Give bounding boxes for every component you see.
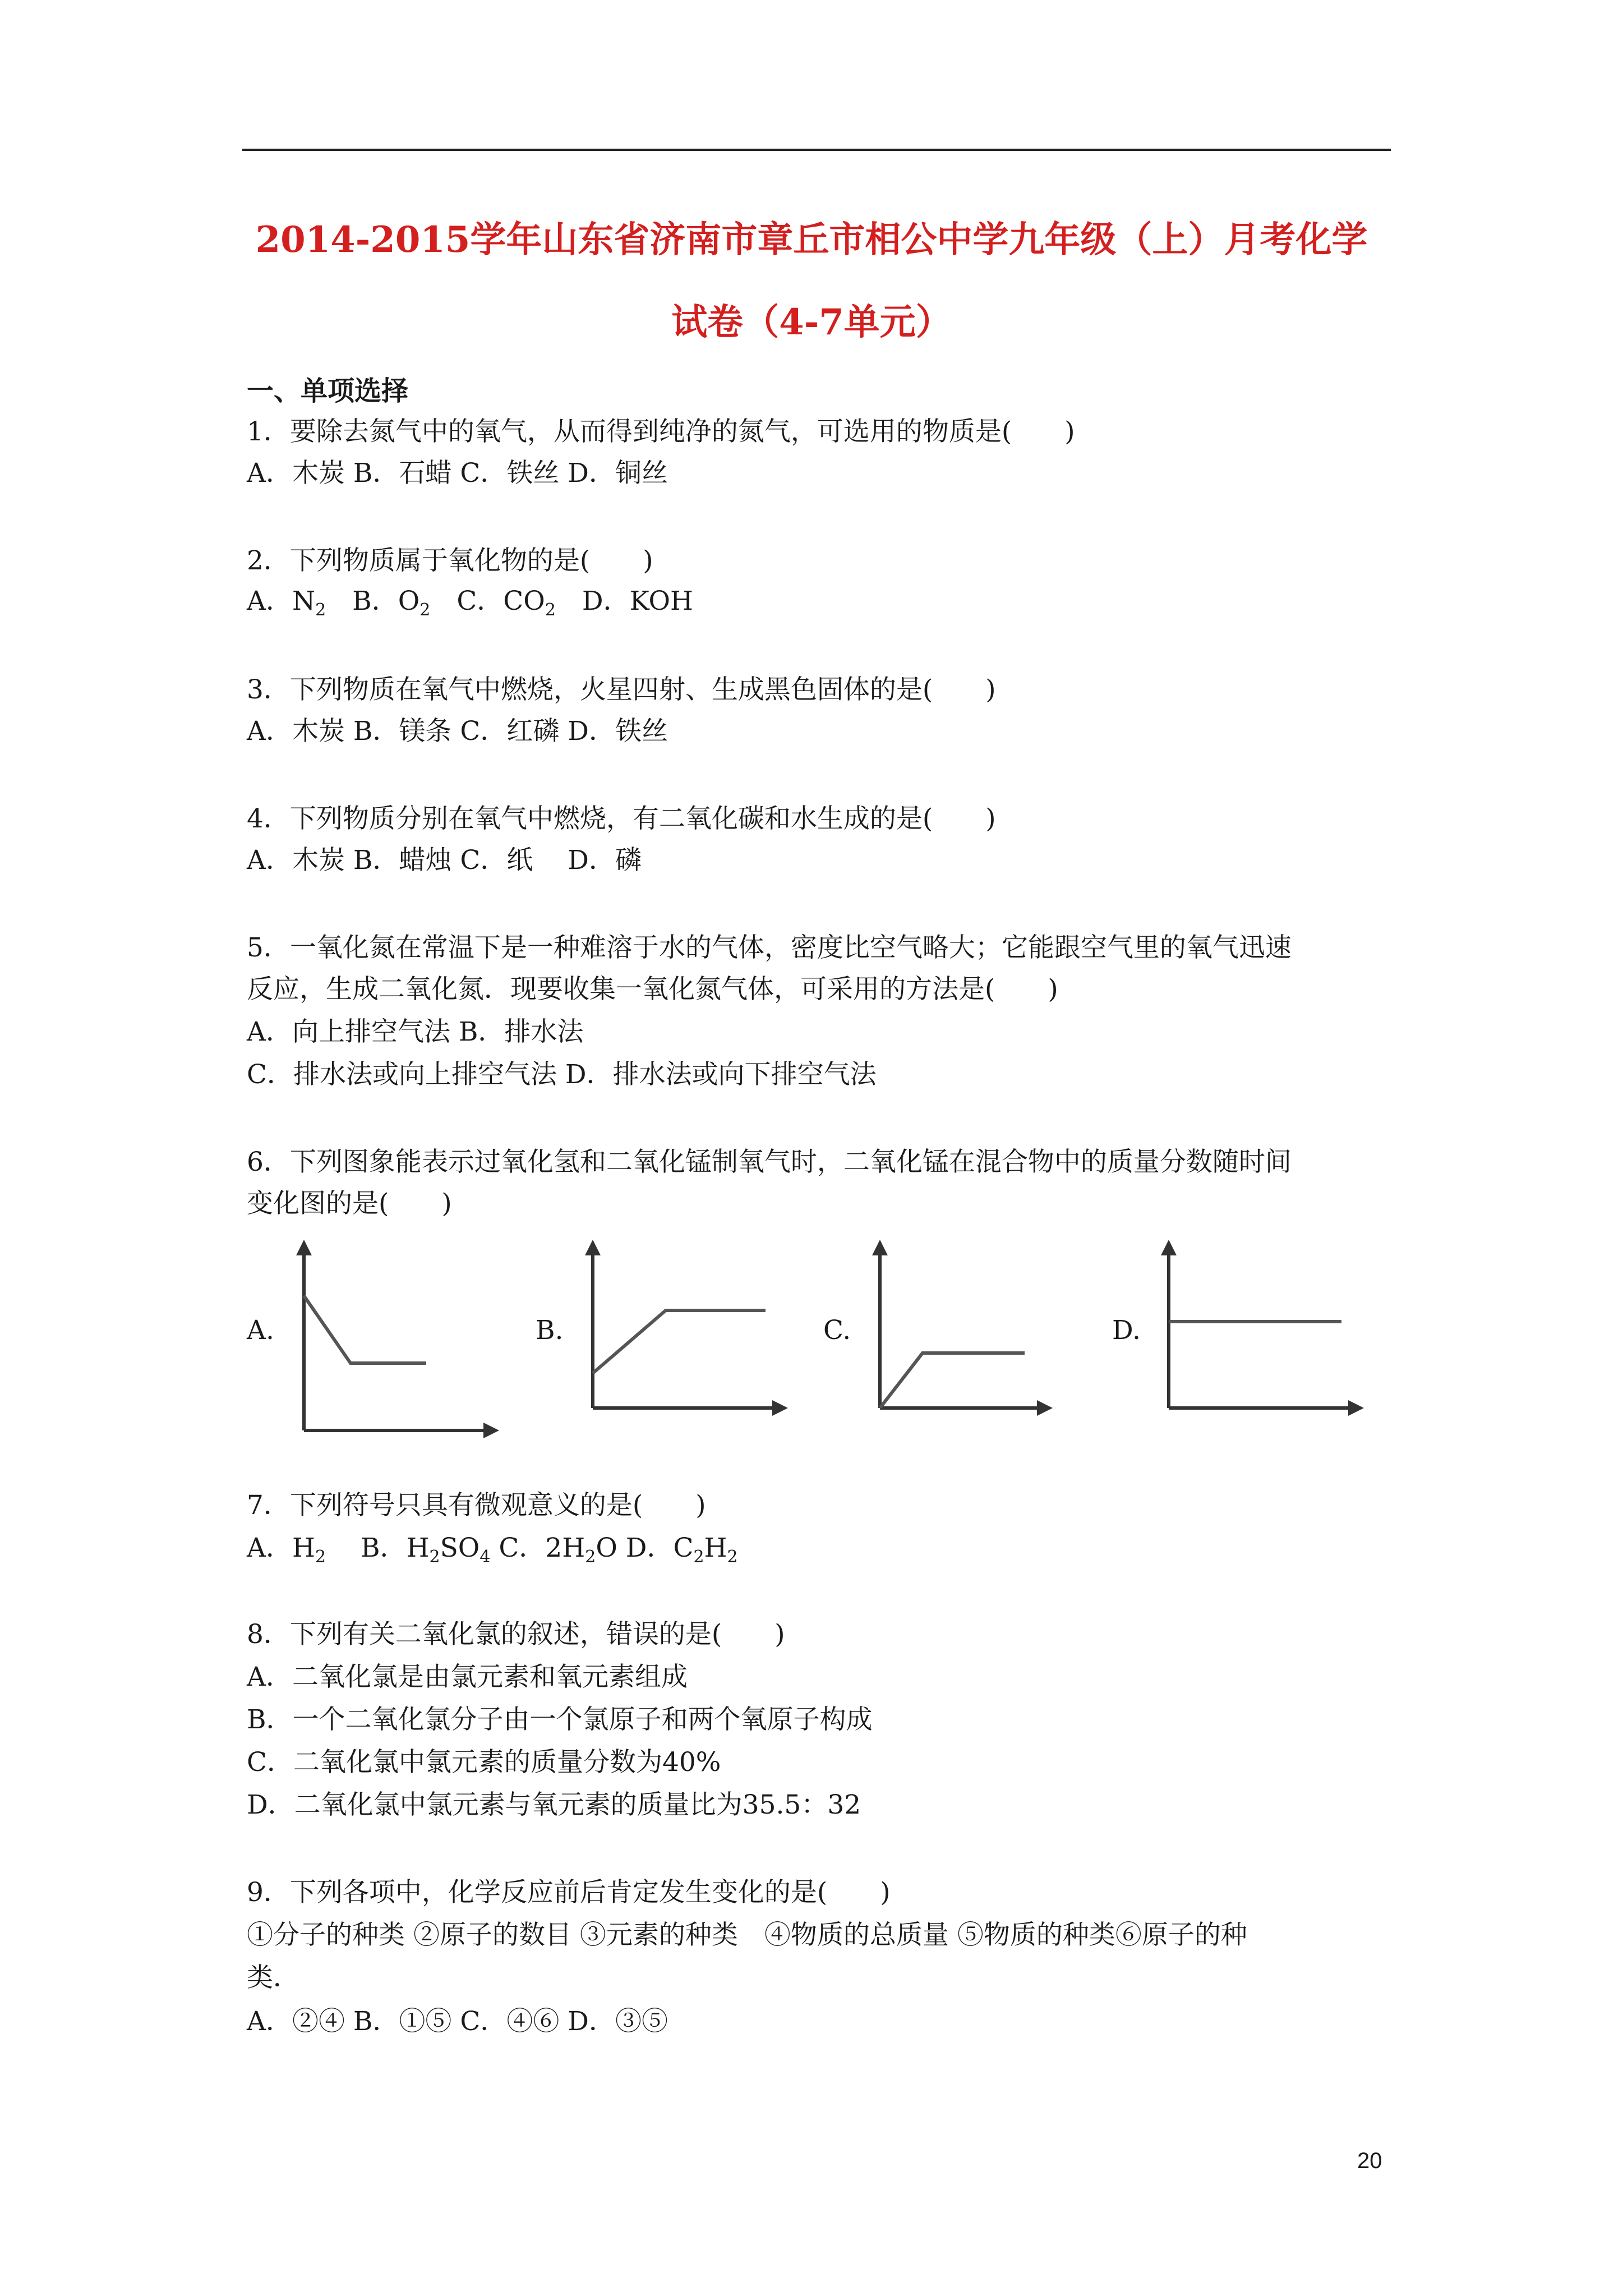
q5-option-ab: A．向上排空气法 B．排水法 [247, 1016, 584, 1047]
graph-c-label: C. [823, 1315, 851, 1346]
q9-items-line1: ①分子的种类 ②原子的数目 ③元素的种类 ④物质的总质量 ⑤物质的种类⑥原子的种 [247, 1920, 1247, 1950]
q3-stem: 3．下列物质在氧气中燃烧，火星四射、生成黑色固体的是( ) [247, 674, 996, 705]
exam-title-line1: 2014-2015学年山东省济南市章丘市相公中学九年级（上）月考化学 [255, 219, 1368, 261]
q5-option-cd: C．排水法或向上排空气法 D．排水法或向下排空气法 [247, 1059, 877, 1090]
page-number: 20 [1357, 2148, 1382, 2173]
q7-options: A．$H_2$ B．$H_2SO_4$ C．$2H_2O$ D．$C_2H_2$ [247, 1533, 738, 1567]
q7-stem: 7．下列符号只具有微观意义的是( ) [247, 1490, 706, 1521]
graph-d-label: D. [1112, 1315, 1141, 1346]
graph-d [1156, 1234, 1370, 1419]
exam-title-line2: 试卷（4-7单元） [671, 301, 952, 343]
q1-options: A．木炭 B．石蜡 C．铁丝 D．铜丝 [247, 458, 668, 489]
graph-c [868, 1234, 1058, 1419]
q8-stem: 8．下列有关二氧化氯的叙述，错误的是( ) [247, 1619, 785, 1650]
graph-b-label: B. [536, 1315, 564, 1346]
graph-a [292, 1234, 505, 1442]
q4-options: A．木炭 B．蜡烛 C．纸 D．磷 [247, 845, 642, 876]
q4-stem: 4．下列物质分别在氧气中燃烧，有二氧化碳和水生成的是( ) [247, 803, 996, 834]
graph-a-label: A. [247, 1315, 274, 1346]
q1-stem: 1．要除去氮气中的氧气，从而得到纯净的氮气，可选用的物质是( ) [247, 416, 1075, 447]
q8-option-b: B．一个二氧化氯分子由一个氯原子和两个氧原子构成 [247, 1704, 873, 1735]
q3-options: A．木炭 B．镁条 C．红磷 D．铁丝 [247, 716, 668, 747]
q2-stem: 2．下列物质属于氧化物的是( ) [247, 545, 653, 576]
q8-option-d: D．二氧化氯中氯元素与氧元素的质量比为35.5：32 [247, 1789, 861, 1820]
q9-stem: 9．下列各项中，化学反应前后肯定发生变化的是( ) [247, 1877, 891, 1908]
q5-stem-line2: 反应，生成二氧化氮．现要收集一氧化氮气体，可采用的方法是( ) [247, 974, 1058, 1005]
header-rule [242, 149, 1391, 151]
graph-b [580, 1234, 794, 1419]
q6-stem-line2: 变化图的是( ) [247, 1188, 452, 1219]
q8-option-c: C．二氧化氯中氯元素的质量分数为40% [247, 1747, 721, 1778]
q9-options: A．②④ B．①⑤ C．④⑥ D．③⑤ [247, 2006, 668, 2037]
section-heading: 一、单项选择 [247, 375, 409, 407]
q2-options: A．$N_2$ B．$O_2$ C．$CO_2$ D．KOH [247, 586, 693, 620]
q8-option-a: A．二氧化氯是由氯元素和氧元素组成 [247, 1662, 688, 1692]
q5-stem-line1: 5．一氧化氮在常温下是一种难溶于水的气体，密度比空气略大；它能跟空气里的氧气迅速 [247, 932, 1292, 963]
q6-stem-line1: 6．下列图象能表示过氧化氢和二氧化锰制氧气时，二氧化锰在混合物中的质量分数随时间 [247, 1147, 1292, 1177]
q9-items-line2: 类． [247, 1962, 299, 1993]
